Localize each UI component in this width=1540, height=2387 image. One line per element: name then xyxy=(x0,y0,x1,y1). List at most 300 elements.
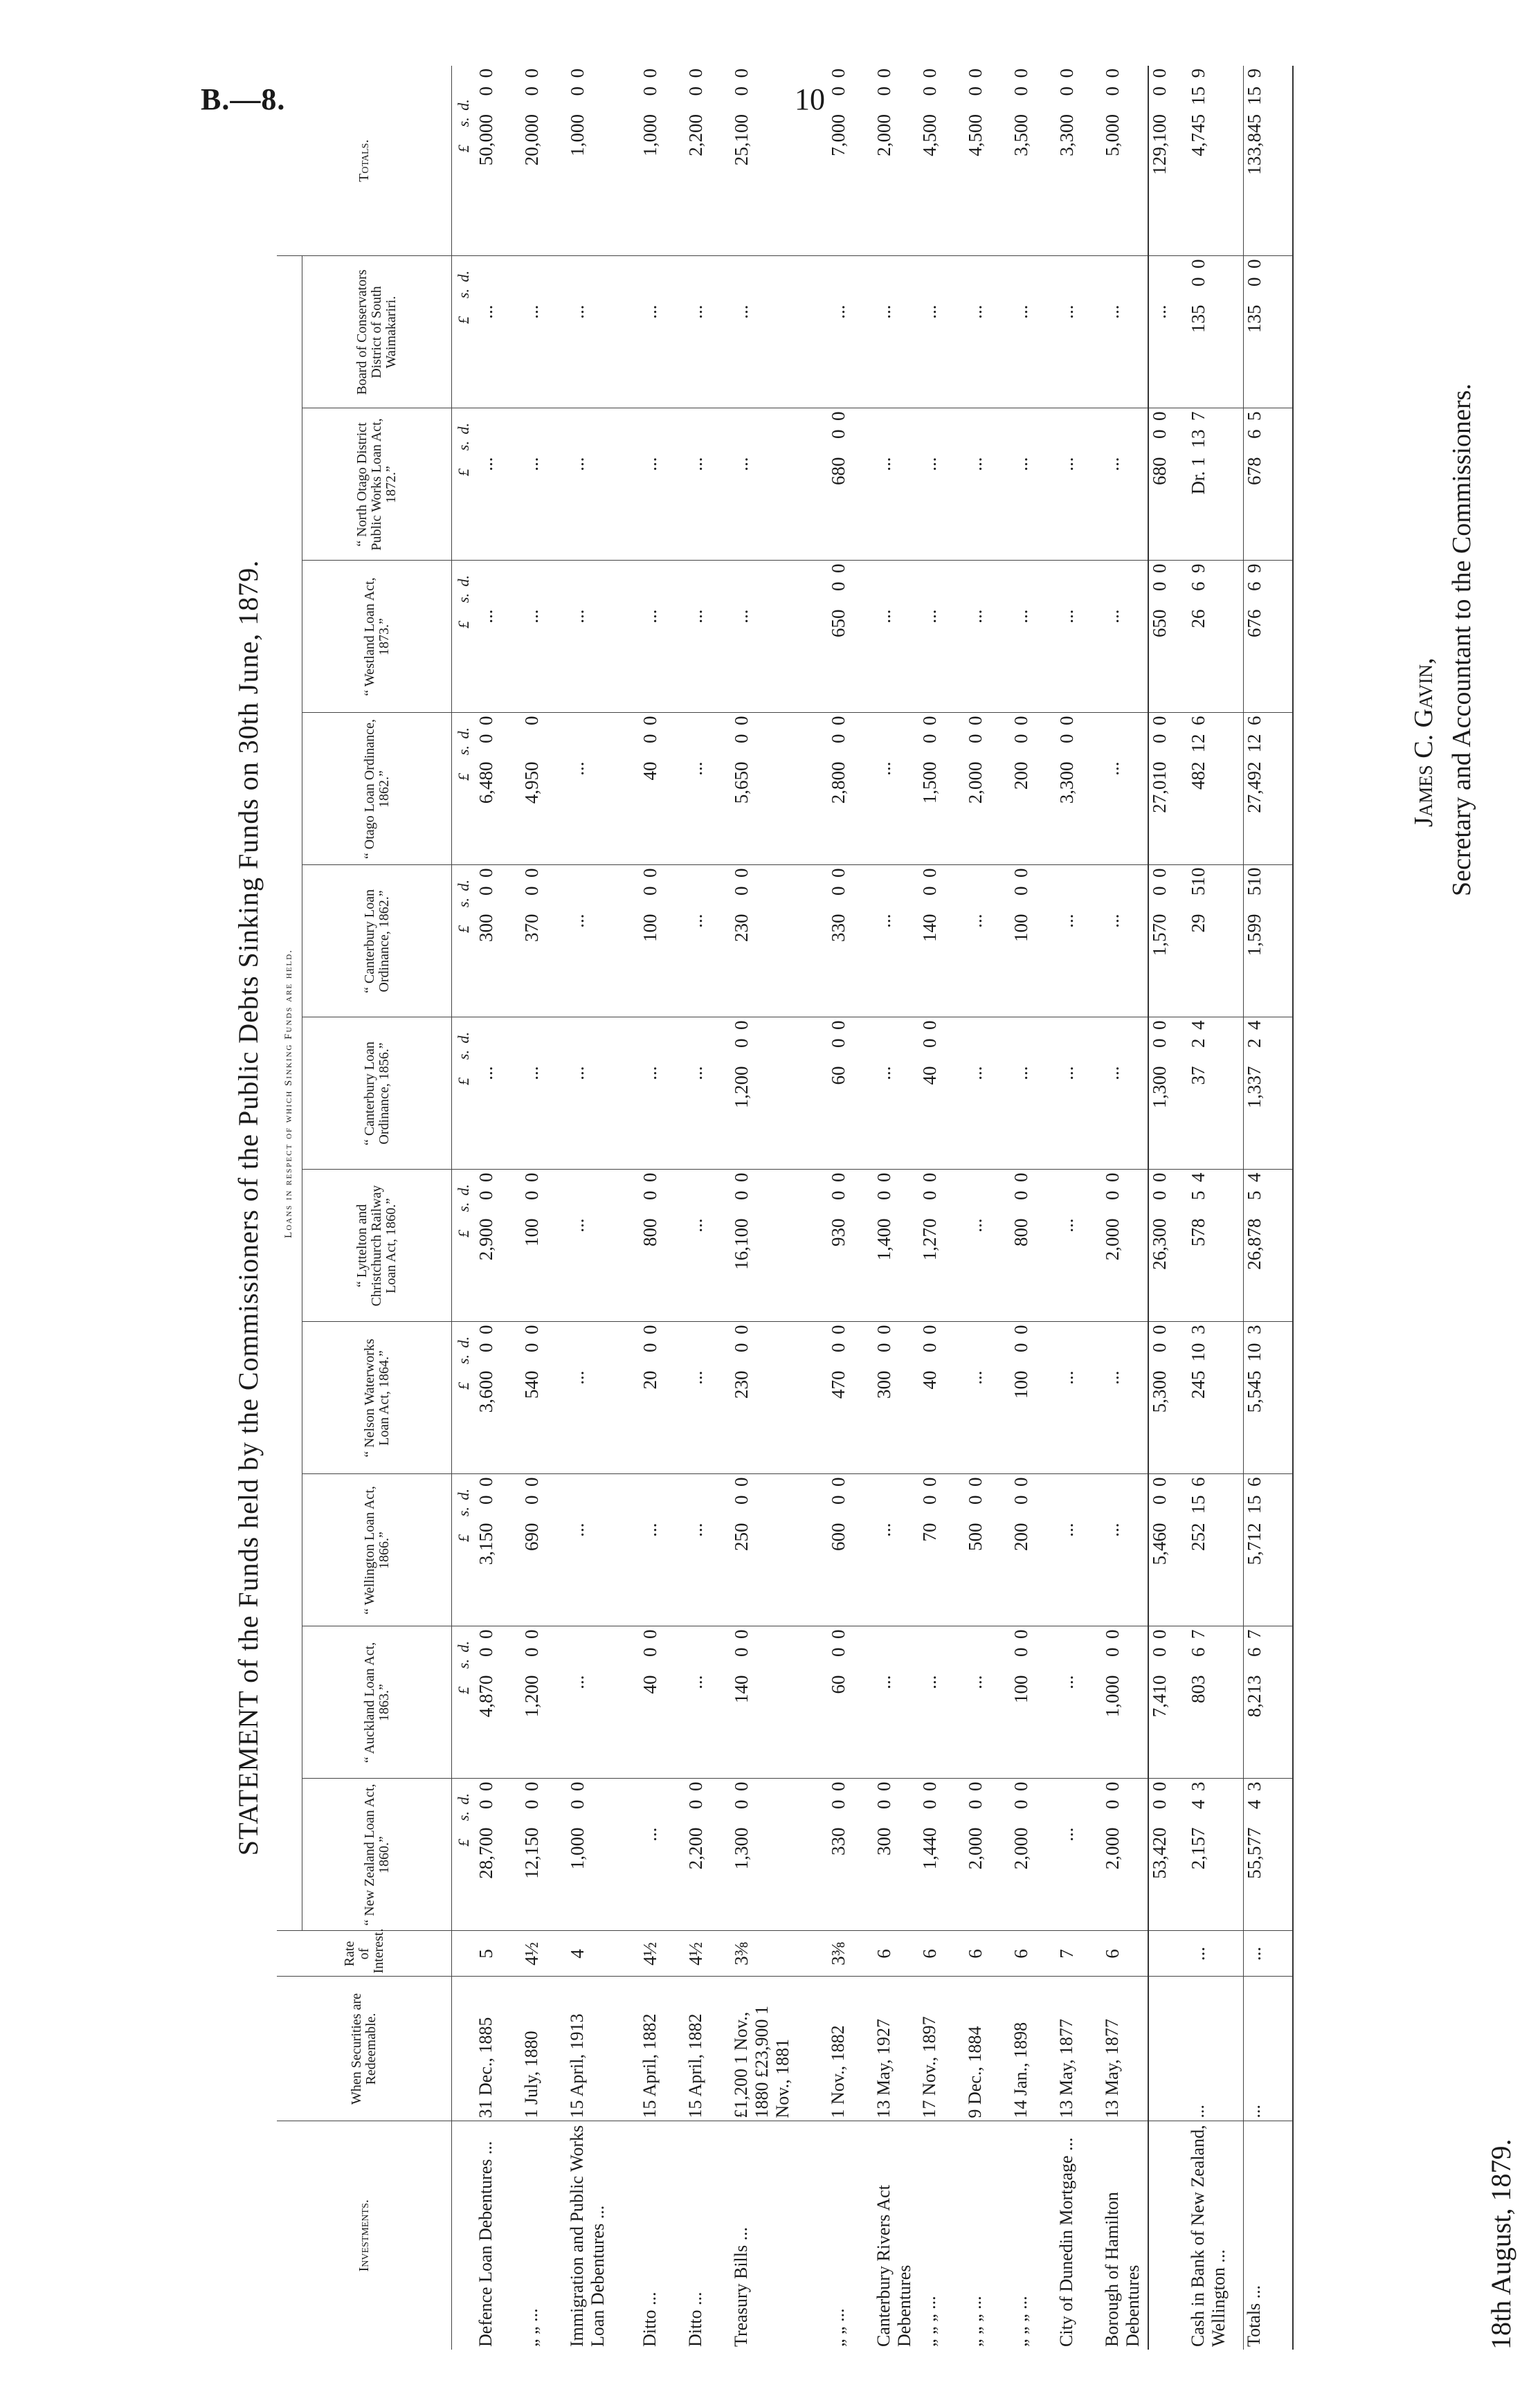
pounds: 53,420 xyxy=(1149,1827,1170,1879)
col-investments: Investments. xyxy=(277,2121,452,2350)
units-header xyxy=(452,1170,476,1322)
pence: 0 xyxy=(919,868,940,878)
total-amount-cell xyxy=(640,66,685,256)
pence: 0 xyxy=(873,69,894,78)
shillings: 0 xyxy=(828,1799,849,1809)
loan-amount-cell xyxy=(1056,713,1102,865)
rate-cell: 7 xyxy=(1056,1931,1102,1977)
unit-s: s. xyxy=(455,745,473,756)
shillings: 0 xyxy=(475,1647,496,1657)
loan-amount-cell xyxy=(1056,256,1102,408)
loan-amount-cell xyxy=(965,1779,1011,1931)
loan-amount-cell xyxy=(640,1474,685,1626)
loan-amount-cell xyxy=(1056,1779,1102,1931)
unit-s: s. xyxy=(455,898,473,908)
shillings: 0 xyxy=(1056,734,1077,743)
page-title: STATEMENT of the Funds held by the Commissioners of the Public Debts Sinking Funds on 30th June, 1879. xyxy=(233,559,264,1856)
pounds: 2,800 xyxy=(828,761,849,804)
pence: 0 xyxy=(475,1629,496,1639)
rate-cell: 5 xyxy=(475,1931,521,1977)
redeemable-cell: ... xyxy=(1244,1977,1294,2121)
shillings: 5 xyxy=(1188,1190,1208,1200)
pounds: ... xyxy=(919,609,940,624)
loan-amount-cell xyxy=(1148,256,1188,408)
loan-amount-cell xyxy=(919,1779,965,1931)
pounds: ... xyxy=(475,457,496,471)
pounds: 1,000 xyxy=(1102,1675,1123,1718)
loan-amount-cell xyxy=(1056,1322,1102,1474)
pounds: 2,000 xyxy=(1011,1827,1031,1870)
pounds: ... xyxy=(685,761,706,776)
pounds: 2,000 xyxy=(965,1827,986,1870)
pence: 0 xyxy=(475,69,496,78)
loan-amount-cell xyxy=(873,1474,919,1626)
loan-amount-cell xyxy=(567,561,640,713)
table-row xyxy=(640,66,685,2350)
pounds: 800 xyxy=(640,1218,660,1246)
table-row xyxy=(731,66,828,2350)
unit-l: £ xyxy=(455,469,473,476)
pence: 0 xyxy=(521,1325,542,1334)
loan-amount-cell xyxy=(1011,561,1056,713)
units-header xyxy=(452,561,476,713)
units-header xyxy=(452,408,476,561)
pounds: 3,600 xyxy=(475,1370,496,1413)
pounds: 29 xyxy=(1188,914,1208,933)
pence: 0 xyxy=(828,563,849,573)
loan-amount-cell xyxy=(965,713,1011,865)
loan-amount-cell xyxy=(1011,1474,1056,1626)
pounds: ... xyxy=(685,609,706,624)
col-loan-0: “ New Zealand Loan Act, 1860.” xyxy=(302,1779,452,1931)
loan-amount-cell xyxy=(640,865,685,1017)
pence: 0 xyxy=(731,868,752,878)
pence: 0 xyxy=(475,1172,496,1182)
pounds: 6,480 xyxy=(475,761,496,804)
shillings: 15 xyxy=(1244,1495,1265,1514)
pounds: ... xyxy=(640,305,660,319)
shillings: 10 xyxy=(1244,1343,1265,1362)
table-row xyxy=(685,66,731,2350)
shillings: 0 xyxy=(965,87,986,96)
shillings: 0 xyxy=(1011,734,1031,743)
pounds: 100 xyxy=(640,914,660,942)
unit-s: s. xyxy=(455,1050,473,1060)
pounds: 1,440 xyxy=(919,1827,940,1870)
unit-s: s. xyxy=(455,1202,473,1213)
pence: 0 xyxy=(873,1172,894,1182)
shillings: 0 xyxy=(965,1799,986,1809)
pounds: ... xyxy=(640,1523,660,1537)
pence: 0 xyxy=(1149,1781,1170,1791)
pounds: 230 xyxy=(731,1370,752,1399)
investment-cell: „ „ „ ... xyxy=(965,2121,1011,2350)
pounds: 27,492 xyxy=(1244,761,1265,813)
pounds: 3,300 xyxy=(1056,114,1077,156)
pounds: 2,200 xyxy=(685,1827,706,1870)
rate-cell: 6 xyxy=(919,1931,965,1977)
loan-amount-cell xyxy=(873,1626,919,1779)
investment-cell: „ „ „ ... xyxy=(919,2121,965,2350)
pence: 0 xyxy=(873,1325,894,1334)
pence: 9 xyxy=(1244,69,1265,78)
pounds: ... xyxy=(873,305,894,319)
units-header xyxy=(452,713,476,865)
pence: 0 xyxy=(1149,1629,1170,1639)
pence: 0 xyxy=(521,716,542,725)
pence: 0 xyxy=(475,1325,496,1334)
shillings: 0 xyxy=(919,87,940,96)
shillings: 0 xyxy=(1102,87,1123,96)
pounds: 25,100 xyxy=(731,114,752,166)
pounds: 3,500 xyxy=(1011,114,1031,156)
pounds: ... xyxy=(685,305,706,319)
pence: 0 xyxy=(828,1477,849,1487)
pence: 0 xyxy=(1149,1477,1170,1487)
shillings: 0 xyxy=(1244,277,1265,287)
loan-amount-cell xyxy=(1188,561,1244,713)
pence: 0 xyxy=(1102,69,1123,78)
unit-s: s. xyxy=(455,593,473,603)
loan-amount-cell xyxy=(1244,1779,1294,1931)
shillings: 2 xyxy=(1188,1038,1208,1048)
units-header xyxy=(452,66,476,256)
pounds: 1,000 xyxy=(640,114,660,156)
pounds: ... xyxy=(1056,1370,1077,1385)
rate-cell: 4½ xyxy=(640,1931,685,1977)
loan-amount-cell xyxy=(475,408,521,561)
pounds: ... xyxy=(1011,457,1031,471)
pence: 0 xyxy=(475,716,496,725)
loan-amount-cell xyxy=(521,561,567,713)
loan-amount-cell xyxy=(1056,561,1102,713)
loan-amount-cell xyxy=(731,1322,828,1474)
loan-amount-cell xyxy=(521,1170,567,1322)
investment-cell: Ditto ... xyxy=(685,2121,731,2350)
pounds: ... xyxy=(965,609,986,624)
pounds: 7,410 xyxy=(1149,1675,1170,1718)
shillings: 0 xyxy=(919,1343,940,1352)
unit-d: d. xyxy=(455,1793,473,1805)
pence: 0 xyxy=(828,1629,849,1639)
loan-amount-cell xyxy=(475,1170,521,1322)
unit-l: £ xyxy=(455,145,473,153)
pence: 0 xyxy=(1149,1325,1170,1334)
loan-amount-cell xyxy=(475,1322,521,1474)
shillings: 0 xyxy=(731,1647,752,1657)
pence: 0 xyxy=(1056,716,1077,725)
shillings: 0 xyxy=(567,1799,588,1809)
shillings: 0 xyxy=(828,429,849,439)
table-row xyxy=(873,66,919,2350)
loan-amount-cell xyxy=(1188,865,1244,1017)
loan-amount-cell xyxy=(873,1017,919,1170)
loan-amount-cell xyxy=(685,408,731,561)
pounds: 8,213 xyxy=(1244,1675,1265,1718)
loan-amount-cell xyxy=(873,256,919,408)
pence: 0 xyxy=(919,716,940,725)
loan-amount-cell xyxy=(873,1170,919,1322)
pounds: 250 xyxy=(731,1523,752,1551)
pence: 0 xyxy=(640,1629,660,1639)
shillings: 5 xyxy=(1188,886,1208,896)
shillings: 0 xyxy=(828,1343,849,1352)
shillings: 12 xyxy=(1244,734,1265,753)
shillings: 4 xyxy=(1244,1799,1265,1809)
loan-amount-cell xyxy=(1148,1322,1188,1474)
loan-amount-cell xyxy=(1148,713,1188,865)
loan-amount-cell xyxy=(828,865,873,1017)
pounds: 330 xyxy=(828,1827,849,1855)
pounds: 800 xyxy=(1011,1218,1031,1246)
pounds: 1,500 xyxy=(919,761,940,804)
pounds: 540 xyxy=(521,1370,542,1399)
loan-amount-cell xyxy=(521,408,567,561)
unit-l: £ xyxy=(455,773,473,781)
pounds: ... xyxy=(873,609,894,624)
pounds: 600 xyxy=(828,1523,849,1551)
units-header xyxy=(452,1779,476,1931)
loan-amount-cell xyxy=(685,1474,731,1626)
pounds: ... xyxy=(873,761,894,776)
redeemable-cell: 31 Dec., 1885 xyxy=(475,1977,521,2121)
pence: 0 xyxy=(1011,1629,1031,1639)
loan-amount-cell xyxy=(731,561,828,713)
pounds: ... xyxy=(1056,1218,1077,1233)
shillings: 0 xyxy=(731,87,752,96)
pence: 7 xyxy=(1188,411,1208,421)
pounds: ... xyxy=(685,1523,706,1537)
unit-l: £ xyxy=(455,1839,473,1846)
rate-cell: 4½ xyxy=(521,1931,567,1977)
shillings: 0 xyxy=(521,1647,542,1657)
pounds: 370 xyxy=(521,914,542,942)
pounds: ... xyxy=(640,609,660,624)
shillings: 0 xyxy=(873,1799,894,1809)
loan-amount-cell xyxy=(1102,1626,1148,1779)
pounds: 2,900 xyxy=(475,1218,496,1261)
loan-amount-cell xyxy=(685,865,731,1017)
pounds: 40 xyxy=(640,1675,660,1694)
loan-amount-cell xyxy=(1244,713,1294,865)
pounds: 37 xyxy=(1188,1066,1208,1085)
pounds: ... xyxy=(685,457,706,471)
shillings: 0 xyxy=(828,581,849,591)
pence: 0 xyxy=(685,69,706,78)
shillings: 15 xyxy=(1244,87,1265,105)
loan-amount-cell xyxy=(828,1626,873,1779)
col-rate: Rate of Interest. xyxy=(277,1931,452,1977)
pence: 4 xyxy=(1188,1020,1208,1030)
unit-d: d. xyxy=(455,575,473,587)
loan-amount-cell xyxy=(685,1779,731,1931)
shillings: 0 xyxy=(1149,886,1170,896)
shillings: 0 xyxy=(731,886,752,896)
investment-cell: „ „ ... xyxy=(521,2121,567,2350)
shillings: 0 xyxy=(919,1495,940,1505)
shillings: 5 xyxy=(1244,886,1265,896)
pounds: ... xyxy=(873,1523,894,1537)
pounds: ... xyxy=(1056,609,1077,624)
pence: 0 xyxy=(965,1477,986,1487)
pence: 3 xyxy=(1188,1781,1208,1791)
pence: 0 xyxy=(640,1325,660,1334)
loan-amount-cell xyxy=(521,1017,567,1170)
loan-amount-cell xyxy=(965,1170,1011,1322)
shillings: 0 xyxy=(640,886,660,896)
units-header xyxy=(452,865,476,1017)
loan-amount-cell xyxy=(828,256,873,408)
loan-amount-cell xyxy=(1102,256,1148,408)
redeemable-cell: 1 Nov., 1882 xyxy=(828,1977,873,2121)
pounds: 252 xyxy=(1188,1523,1208,1551)
totals-row xyxy=(1244,66,1294,2350)
shillings: 0 xyxy=(640,1343,660,1352)
rate-cell: ... xyxy=(1188,1931,1244,1977)
loan-amount-cell xyxy=(685,713,731,865)
pence: 0 xyxy=(1011,868,1031,878)
loan-amount-cell xyxy=(1102,1779,1148,1931)
shillings: 0 xyxy=(1011,1190,1031,1200)
pounds: ... xyxy=(1102,457,1123,471)
loan-amount-cell xyxy=(1011,713,1056,865)
loan-amount-cell xyxy=(1011,865,1056,1017)
loan-amount-cell xyxy=(521,1322,567,1474)
rate-cell: 3⅜ xyxy=(731,1931,828,1977)
pence: 0 xyxy=(731,1781,752,1791)
col-totals: Totals. xyxy=(277,66,452,256)
loan-amount-cell xyxy=(640,1779,685,1931)
pounds: ... xyxy=(965,914,986,928)
pence: 0 xyxy=(731,1020,752,1030)
pence: 0 xyxy=(731,1325,752,1334)
shillings: 0 xyxy=(685,87,706,96)
shillings: 0 xyxy=(1011,1495,1031,1505)
col-loan-5: “ Canterbury Loan Ordinance, 1856.” xyxy=(302,1017,452,1170)
shillings: 0 xyxy=(873,1343,894,1352)
pounds: 5,300 xyxy=(1149,1370,1170,1413)
unit-s: s. xyxy=(455,1659,473,1669)
pounds: ... xyxy=(965,1066,986,1080)
pounds: ... xyxy=(1011,305,1031,319)
shillings: 0 xyxy=(1011,1647,1031,1657)
pounds: 2,000 xyxy=(1102,1827,1123,1870)
shillings: 0 xyxy=(685,1799,706,1809)
pence: 0 xyxy=(965,716,986,725)
shillings: 0 xyxy=(828,1647,849,1657)
unit-s: s. xyxy=(455,441,473,451)
rate-cell xyxy=(1148,1931,1188,1977)
pounds: ... xyxy=(873,457,894,471)
pence: 0 xyxy=(640,868,660,878)
loan-amount-cell xyxy=(1244,1626,1294,1779)
pounds: 140 xyxy=(919,914,940,942)
loan-amount-cell xyxy=(919,865,965,1017)
unit-d: d. xyxy=(455,423,473,435)
pounds: ... xyxy=(1056,914,1077,928)
pounds: 55,577 xyxy=(1244,1827,1265,1879)
pounds: 3,150 xyxy=(475,1523,496,1565)
shillings: 0 xyxy=(475,1799,496,1809)
pounds: ... xyxy=(1056,457,1077,471)
col-loan-8: “ Westland Loan Act, 1873.” xyxy=(302,561,452,713)
pence: 0 xyxy=(919,1020,940,1030)
shillings: 0 xyxy=(1149,734,1170,743)
loan-amount-cell xyxy=(828,1017,873,1170)
redeemable-cell: 13 May, 1877 xyxy=(1102,1977,1148,2121)
shillings: 12 xyxy=(1188,734,1208,753)
pounds: 26,300 xyxy=(1149,1218,1170,1270)
pounds: ... xyxy=(919,1675,940,1689)
shillings: 0 xyxy=(828,1190,849,1200)
pence: 6 xyxy=(1188,716,1208,725)
pence: 0 xyxy=(828,1020,849,1030)
pence: 0 xyxy=(1011,716,1031,725)
unit-s: s. xyxy=(455,1507,473,1517)
redeemable-cell: 9 Dec., 1884 xyxy=(965,1977,1011,2121)
shillings: 0 xyxy=(828,87,849,96)
unit-d: d. xyxy=(455,1184,473,1196)
loan-amount-cell xyxy=(919,713,965,865)
total-amount-cell xyxy=(1102,66,1148,256)
pence: 10 xyxy=(1188,867,1208,887)
loan-amount-cell xyxy=(685,1170,731,1322)
loan-amount-cell xyxy=(828,1322,873,1474)
pence: 4 xyxy=(1188,1172,1208,1182)
pounds: ... xyxy=(685,1066,706,1080)
pounds: 1,400 xyxy=(873,1218,894,1261)
investment-cell xyxy=(1148,2121,1188,2350)
shillings: 0 xyxy=(731,734,752,743)
pence: 0 xyxy=(919,69,940,78)
pence: 0 xyxy=(1011,1172,1031,1182)
pounds: ... xyxy=(567,1523,588,1537)
pounds: 676 xyxy=(1244,609,1265,637)
loan-amount-cell xyxy=(873,1322,919,1474)
pounds: ... xyxy=(1011,1066,1031,1080)
redeemable-cell: 17 Nov., 1897 xyxy=(919,1977,965,2121)
loan-amount-cell xyxy=(731,408,828,561)
pounds: 245 xyxy=(1188,1370,1208,1399)
pounds: ... xyxy=(1102,609,1123,624)
pounds: ... xyxy=(1011,609,1031,624)
loan-amount-cell xyxy=(685,1322,731,1474)
pounds: ... xyxy=(567,1066,588,1080)
shillings: 0 xyxy=(521,886,542,896)
shillings: 0 xyxy=(1149,1038,1170,1048)
sinking-funds-table xyxy=(277,66,1294,2350)
unit-l: £ xyxy=(455,1687,473,1694)
pounds: 1,599 xyxy=(1244,914,1265,956)
pounds: ... xyxy=(640,1827,660,1842)
loan-amount-cell xyxy=(828,1779,873,1931)
pence: 0 xyxy=(521,1172,542,1182)
pounds: 578 xyxy=(1188,1218,1208,1246)
table-row xyxy=(1056,66,1102,2350)
shillings: 0 xyxy=(1149,1495,1170,1505)
total-amount-cell xyxy=(919,66,965,256)
pounds: 100 xyxy=(521,1218,542,1246)
pounds: 1,300 xyxy=(1149,1066,1170,1109)
loan-amount-cell xyxy=(521,1779,567,1931)
pounds: 5,650 xyxy=(731,761,752,804)
table-row xyxy=(475,66,521,2350)
loan-amount-cell xyxy=(1011,1170,1056,1322)
unit-l: £ xyxy=(455,925,473,933)
loan-amount-cell xyxy=(1244,1474,1294,1626)
loan-amount-cell xyxy=(1011,256,1056,408)
pounds: 5,545 xyxy=(1244,1370,1265,1413)
